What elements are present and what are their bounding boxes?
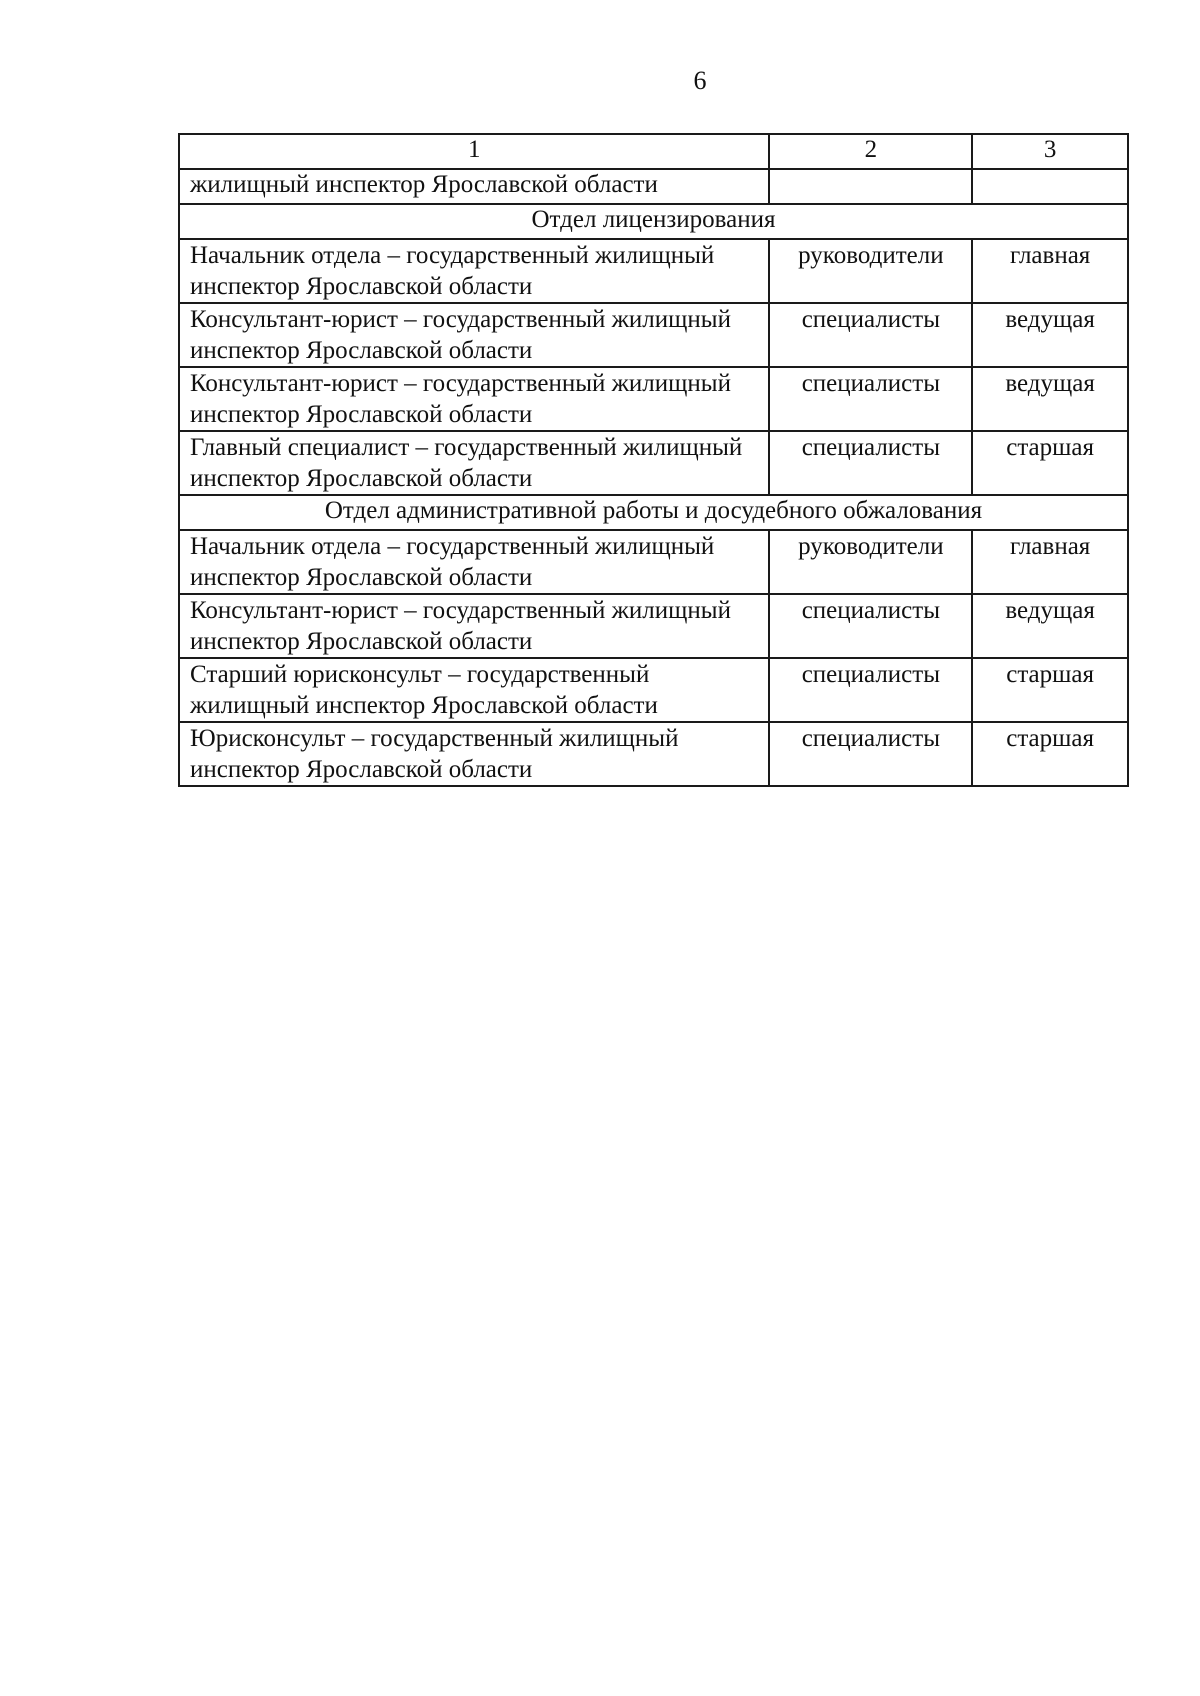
position-group <box>769 169 972 204</box>
position-group: специалисты <box>769 303 972 367</box>
position-name: Консультант-юрист – государственный жилищный инспектор Ярославской области <box>179 594 769 658</box>
column-header-3: 3 <box>972 134 1128 169</box>
position-name: жилищный инспектор Ярославской области <box>179 169 769 204</box>
position-name: Старший юрисконсульт – государственный жилищный инспектор Ярославской области <box>179 658 769 722</box>
section-title: Отдел административной работы и досудебного обжалования <box>179 495 1128 530</box>
table-row <box>179 658 1128 722</box>
position-group: руководители <box>769 530 972 594</box>
position-grade: главная <box>972 530 1128 594</box>
section-title: Отдел лицензирования <box>179 204 1128 239</box>
position-grade: ведущая <box>972 303 1128 367</box>
position-name: Главный специалист – государственный жилищный инспектор Ярославской области <box>179 431 769 495</box>
position-grade: ведущая <box>972 367 1128 431</box>
position-grade: старшая <box>972 431 1128 495</box>
table-row <box>179 431 1128 495</box>
position-group: специалисты <box>769 722 972 786</box>
position-grade <box>972 169 1128 204</box>
position-group: руководители <box>769 239 972 303</box>
table-row <box>179 239 1128 303</box>
position-name: Консультант-юрист – государственный жилищный инспектор Ярославской области <box>179 367 769 431</box>
section-row <box>179 495 1128 530</box>
position-grade: главная <box>972 239 1128 303</box>
column-header-2: 2 <box>769 134 972 169</box>
position-group: специалисты <box>769 431 972 495</box>
position-grade: старшая <box>972 722 1128 786</box>
section-row <box>179 204 1128 239</box>
table-row <box>179 722 1128 786</box>
position-name: Юрисконсульт – государственный жилищный инспектор Ярославской области <box>179 722 769 786</box>
table-header-row <box>179 134 1128 169</box>
position-group: специалисты <box>769 367 972 431</box>
table-row <box>179 594 1128 658</box>
position-name: Начальник отдела – государственный жилищный инспектор Ярославской области <box>179 530 769 594</box>
table-row <box>179 530 1128 594</box>
position-group: специалисты <box>769 594 972 658</box>
column-header-1: 1 <box>179 134 769 169</box>
position-group: специалисты <box>769 658 972 722</box>
page-number: 6 <box>693 66 707 95</box>
table-row <box>179 303 1128 367</box>
position-grade: старшая <box>972 658 1128 722</box>
position-grade: ведущая <box>972 594 1128 658</box>
positions-table <box>178 133 1129 787</box>
table-row <box>179 367 1128 431</box>
position-name: Консультант-юрист – государственный жилищный инспектор Ярославской области <box>179 303 769 367</box>
position-name: Начальник отдела – государственный жилищный инспектор Ярославской области <box>179 239 769 303</box>
continuation-row <box>179 169 1128 204</box>
